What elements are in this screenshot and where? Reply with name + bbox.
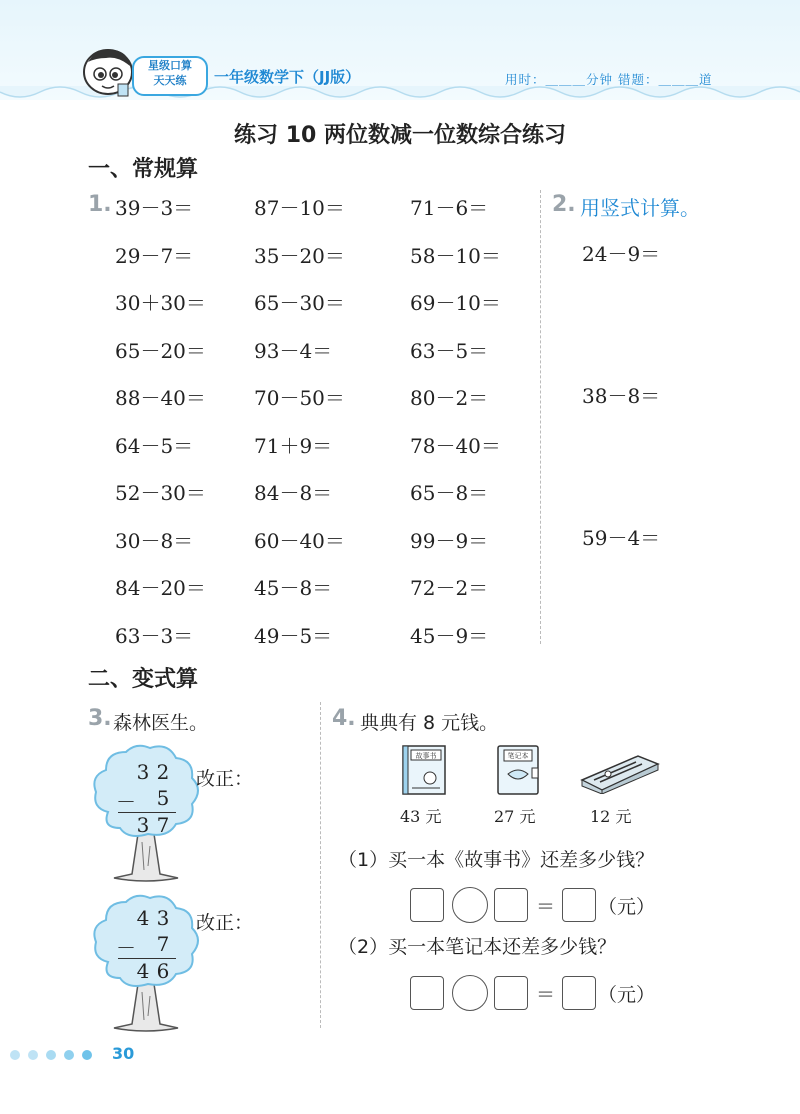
section-2-heading: 二、变式算 <box>88 667 199 692</box>
story-book-icon <box>400 744 448 796</box>
pencil-box-icon <box>578 750 662 794</box>
q1-equation: 84－20＝ <box>115 576 206 600</box>
footer-dot <box>10 1050 20 1060</box>
q1-column-3 <box>410 192 501 667</box>
calc2-operator: － <box>116 936 136 960</box>
q1-equation: 71－6＝ <box>410 196 489 220</box>
q1-equation: 80－2＝ <box>410 386 489 410</box>
divider-vertical-1 <box>540 190 541 644</box>
q1-column-2 <box>254 192 345 667</box>
page-number: 30 <box>112 1044 135 1063</box>
operator-circle-1[interactable] <box>452 887 488 923</box>
q1-equation: 88－40＝ <box>115 386 206 410</box>
q1-equation: 58－10＝ <box>410 243 501 268</box>
q1-equation: 70－50＝ <box>254 386 345 410</box>
book-title: 一年级数学下（JJ版） <box>214 68 361 86</box>
calc2-subtrahend: 7 <box>156 932 170 956</box>
q4-title: 典典有 8 元钱。 <box>360 712 499 734</box>
calc1-top-ones: 2 <box>156 760 170 784</box>
q2-item-2: 38－8＝ <box>582 384 661 408</box>
q4-number: 4. <box>332 706 356 731</box>
q1-equation: 63－5＝ <box>410 338 489 363</box>
section-1-heading: 一、常规算 <box>88 157 199 182</box>
q1-column-1 <box>115 192 206 667</box>
calc1-subtrahend: 5 <box>156 786 170 810</box>
mascot-icon <box>78 44 140 100</box>
q1-number: 1. <box>88 192 112 217</box>
price-notebook: 27 元 <box>494 807 536 826</box>
answer-box-1a[interactable] <box>410 888 444 922</box>
equals-sign-1: ＝ <box>536 896 556 918</box>
q1-equation: 65－8＝ <box>410 481 489 505</box>
vertical-calc-1 <box>116 760 192 839</box>
q4-subquestion-1: （1）买一本《故事书》还差多少钱？ <box>338 849 655 871</box>
logo-line1: 星级口算 <box>148 59 192 72</box>
q1-equation: 63－3＝ <box>115 623 194 648</box>
q1-equation: 72－2＝ <box>410 576 489 600</box>
q1-equation: 78－40＝ <box>410 433 501 458</box>
q1-equation: 39－3＝ <box>115 196 194 220</box>
q1-equation: 60－40＝ <box>254 528 345 553</box>
q1-equation: 45－8＝ <box>254 576 333 600</box>
story-book-cover-label: 故事书 <box>415 752 437 760</box>
vertical-calc-2 <box>116 906 192 985</box>
q1-equation: 52－30＝ <box>115 481 206 505</box>
page-title: 练习 10 两位数减一位数综合练习 <box>234 123 566 148</box>
time-info: 用时：＿＿＿分钟 错题：＿＿＿道 <box>505 72 713 87</box>
q1-equation: 49－5＝ <box>254 623 333 648</box>
q1-equation: 71＋9＝ <box>254 433 333 458</box>
calc1-result-tens: 3 <box>136 813 150 837</box>
unit-yuan-1: （元） <box>598 896 656 918</box>
calc2-result-ones: 6 <box>156 959 170 983</box>
footer-dot <box>46 1050 56 1060</box>
logo-badge <box>132 56 208 96</box>
answer-box-1b[interactable] <box>494 888 528 922</box>
answer-box-2c[interactable] <box>562 976 596 1010</box>
notebook-cover-label: 笔记本 <box>507 752 529 760</box>
fix-label-1: 改正： <box>196 768 254 790</box>
calc2-result-tens: 4 <box>136 959 150 983</box>
logo-line2: 天天练 <box>153 74 187 87</box>
price-story-book: 43 元 <box>400 807 442 826</box>
calc1-top-tens: 3 <box>136 760 150 784</box>
operator-circle-2[interactable] <box>452 975 488 1011</box>
answer-box-2b[interactable] <box>494 976 528 1010</box>
q2-item-1: 24－9＝ <box>582 242 661 266</box>
answer-box-2a[interactable] <box>410 976 444 1010</box>
unit-yuan-2: （元） <box>598 984 656 1006</box>
calc1-result-ones: 7 <box>156 813 170 837</box>
fix-label-2: 改正： <box>196 912 254 934</box>
q3-number: 3. <box>88 706 112 731</box>
q1-equation: 65－20＝ <box>115 338 206 363</box>
calc2-top-tens: 4 <box>136 906 150 930</box>
q3-title: 森林医生。 <box>113 712 209 734</box>
q1-equation: 84－8＝ <box>254 481 333 505</box>
equals-sign-2: ＝ <box>536 984 556 1006</box>
q1-equation: 45－9＝ <box>410 623 489 648</box>
q2-number: 2. <box>552 192 576 217</box>
calc2-top-ones: 3 <box>156 906 170 930</box>
q1-equation: 65－30＝ <box>254 291 345 315</box>
q1-equation: 69－10＝ <box>410 291 501 315</box>
q1-equation: 99－9＝ <box>410 528 489 553</box>
price-pencil-box: 12 元 <box>590 807 632 826</box>
footer-dot <box>82 1050 92 1060</box>
notebook-icon <box>494 744 542 796</box>
q2-item-3: 59－4＝ <box>582 526 661 550</box>
divider-vertical-2 <box>320 702 321 1028</box>
q1-equation: 29－7＝ <box>115 243 194 268</box>
footer-dot <box>28 1050 38 1060</box>
calc1-operator: － <box>116 790 136 814</box>
answer-box-1c[interactable] <box>562 888 596 922</box>
footer-dot <box>64 1050 74 1060</box>
q2-title: 用竖式计算。 <box>580 196 700 220</box>
q4-subquestion-2: （2）买一本笔记本还差多少钱？ <box>338 936 617 958</box>
q1-equation: 30＋30＝ <box>115 291 206 315</box>
q1-equation: 93－4＝ <box>254 338 333 363</box>
q1-equation: 64－5＝ <box>115 433 194 458</box>
q1-equation: 30－8＝ <box>115 528 194 553</box>
q1-equation: 87－10＝ <box>254 196 345 220</box>
q1-equation: 35－20＝ <box>254 243 345 268</box>
